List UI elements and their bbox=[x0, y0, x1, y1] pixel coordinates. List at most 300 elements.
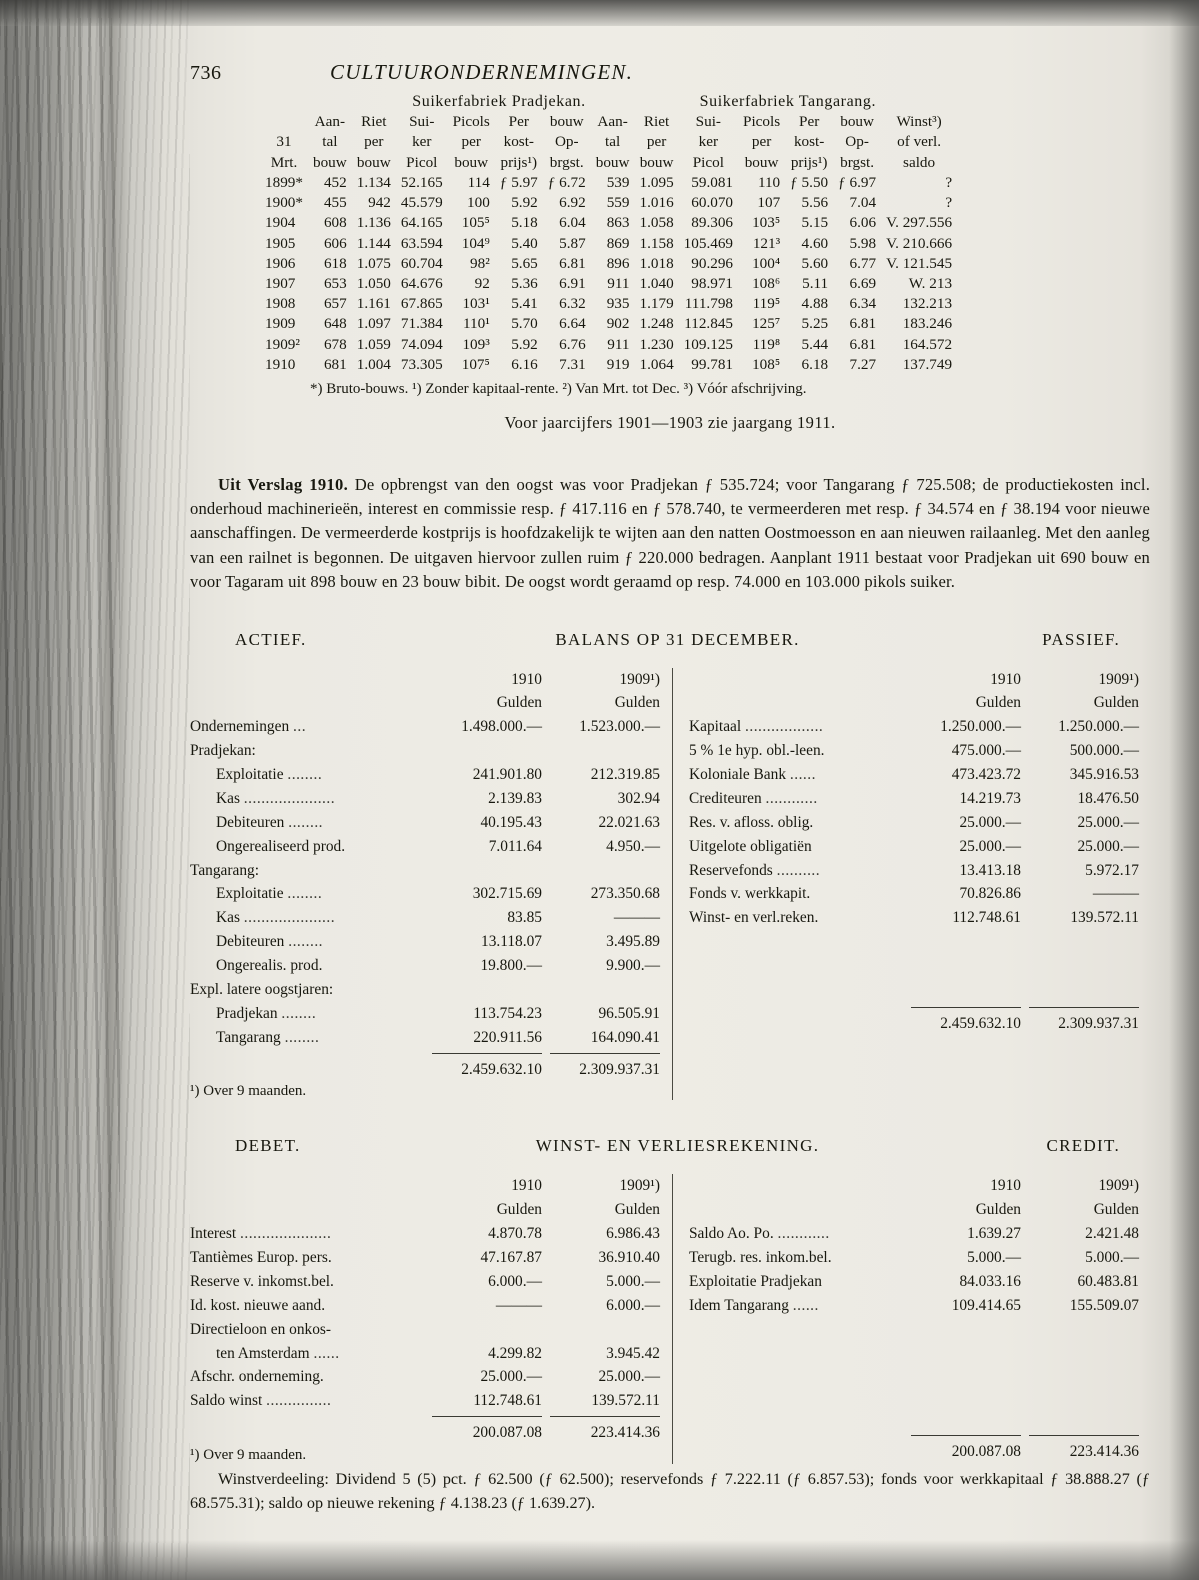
row-value-1909: 5.000.— bbox=[606, 1272, 660, 1290]
cell-p-opbrgst: 6.64 bbox=[559, 315, 586, 333]
table-row bbox=[190, 1270, 660, 1294]
th-p-picols-3: bouw bbox=[454, 153, 489, 171]
table-row bbox=[689, 1270, 1139, 1294]
row-value-1909: ——— bbox=[613, 909, 660, 927]
th-p-riet-3: bouw bbox=[356, 153, 391, 171]
cell-t-aantal: 539 bbox=[606, 173, 630, 191]
table-row bbox=[689, 859, 1139, 883]
th-p-picols-1: Picols bbox=[452, 113, 490, 131]
row-dots: ............ bbox=[777, 1225, 830, 1243]
th-p-picols-2: per bbox=[461, 133, 481, 151]
cell-t-kost: 4.88 bbox=[801, 295, 829, 313]
cell-p-riet: 1.144 bbox=[356, 234, 391, 252]
row-value-1910: 220.911.56 bbox=[473, 1028, 542, 1046]
th-winst-2: of verl. bbox=[897, 133, 941, 151]
table-row bbox=[689, 1294, 1139, 1318]
table-row bbox=[190, 882, 660, 906]
cell-p-aantal: 455 bbox=[323, 194, 347, 212]
cell-p-aantal: 608 bbox=[323, 214, 347, 232]
cell-p-opbrgst: 6.91 bbox=[559, 275, 586, 293]
cell-winst: V. 121.545 bbox=[886, 254, 953, 272]
table-row bbox=[260, 213, 957, 233]
row-label: Crediteuren bbox=[689, 789, 762, 807]
th-p-riet-1: Riet bbox=[361, 113, 387, 131]
table-row bbox=[190, 1246, 660, 1270]
table-row bbox=[689, 787, 1139, 811]
row-dots: ........ bbox=[281, 1004, 317, 1022]
row-value-1910: 13.413.18 bbox=[959, 861, 1021, 879]
balans-passief-column bbox=[672, 668, 1139, 1101]
cell-jaar: 1904 bbox=[265, 214, 296, 232]
cell-winst: V. 210.666 bbox=[886, 234, 953, 252]
cell-p-aantal: 653 bbox=[323, 275, 347, 293]
cell-t-kost: ƒ 5.50 bbox=[790, 173, 829, 191]
th-t-riet-2: per bbox=[646, 133, 667, 151]
cell-p-opbrgst: 6.81 bbox=[559, 254, 586, 272]
row-label: Uitgelote obligatiën bbox=[689, 837, 812, 855]
row-value-1910: 109.414.65 bbox=[951, 1296, 1021, 1314]
table-row bbox=[689, 906, 1139, 930]
row-dots: ..................... bbox=[243, 909, 336, 927]
cell-t-riet: 1.040 bbox=[639, 275, 674, 293]
cell-p-suiker: 64.165 bbox=[400, 214, 443, 232]
row-value-1909: 25.000.— bbox=[1077, 813, 1139, 831]
cell-t-aantal: 559 bbox=[606, 194, 630, 212]
row-dots: .................. bbox=[745, 718, 824, 736]
total-separator-row bbox=[190, 1050, 660, 1058]
spacer-row bbox=[689, 1318, 1139, 1432]
balans-columns bbox=[190, 668, 1150, 1101]
winst-credit-year-1910: 1910 bbox=[990, 1177, 1021, 1195]
cell-p-riet: 1.097 bbox=[356, 315, 391, 333]
cell-p-picols: 109³ bbox=[462, 335, 490, 353]
row-value-1910: 19.800.— bbox=[480, 957, 542, 975]
cell-p-riet: 1.050 bbox=[356, 275, 391, 293]
balans-footnote: ¹) Over 9 maanden. bbox=[190, 1083, 307, 1100]
row-dots: ........ bbox=[288, 813, 324, 831]
row-value-1909: 36.910.40 bbox=[598, 1249, 660, 1267]
cell-p-riet: 1.136 bbox=[356, 214, 391, 232]
row-label: Interest bbox=[190, 1225, 237, 1243]
cell-p-suiker: 60.704 bbox=[400, 254, 443, 272]
cell-t-suiker: 111.798 bbox=[684, 295, 734, 313]
cell-t-picols: 125⁷ bbox=[752, 315, 781, 333]
row-dots: ...... bbox=[789, 766, 816, 784]
row-value-1910: 112.748.61 bbox=[473, 1392, 542, 1410]
cell-t-picols: 119⁸ bbox=[752, 335, 781, 353]
balans-passief-currency-row bbox=[689, 691, 1139, 715]
row-value-1909: 25.000.— bbox=[598, 1368, 660, 1386]
total-separator-row bbox=[689, 1004, 1139, 1012]
row-value-1909 bbox=[542, 1318, 660, 1342]
table-row bbox=[190, 906, 660, 930]
table-row bbox=[190, 978, 660, 1002]
row-value-1909: 139.572.11 bbox=[1070, 909, 1139, 927]
th-winst-1: Winst³) bbox=[896, 113, 942, 131]
cell-jaar: 1899* bbox=[265, 173, 303, 191]
cell-p-aantal: 648 bbox=[323, 315, 347, 333]
cell-t-picols: 110 bbox=[757, 173, 781, 191]
cell-t-kost: 5.60 bbox=[801, 254, 829, 272]
cell-winst: 137.749 bbox=[902, 355, 953, 373]
row-dots: ...... bbox=[792, 1296, 819, 1314]
row-label: Afschr. onderneming. bbox=[190, 1368, 324, 1386]
cell-t-picols: 121³ bbox=[752, 234, 781, 252]
cell-jaar: 1905 bbox=[265, 234, 296, 252]
cell-t-opbrgst: 7.27 bbox=[849, 355, 877, 373]
cell-p-picols: 100 bbox=[467, 194, 490, 212]
cell-winst: ? bbox=[945, 194, 953, 212]
row-value-1909: 25.000.— bbox=[1077, 837, 1139, 855]
balans-passief-heading: PASSIEF. bbox=[1042, 629, 1120, 649]
page-number: 736 bbox=[190, 62, 222, 84]
th-t-opbrgst-2: Op- bbox=[845, 133, 869, 151]
row-value-1910: 112.748.61 bbox=[952, 909, 1021, 927]
page-bottom-shadow bbox=[0, 1540, 1199, 1580]
cell-p-opbrgst: 7.31 bbox=[559, 355, 586, 373]
table-row bbox=[260, 274, 957, 294]
cell-t-riet: 1.016 bbox=[639, 194, 674, 212]
group-header-pradjekan: Suikerfabriek Pradjekan. bbox=[412, 93, 586, 110]
cell-p-suiker: 52.165 bbox=[400, 173, 443, 191]
row-value-1910: 40.195.43 bbox=[480, 813, 542, 831]
th-t-picols-3: bouw bbox=[744, 153, 779, 171]
cell-p-kost: 5.18 bbox=[511, 214, 538, 232]
cell-t-opbrgst: 7.04 bbox=[849, 194, 877, 212]
cell-p-picols: 107⁵ bbox=[461, 355, 490, 373]
balans-actief-gulden-1910: Gulden bbox=[496, 694, 542, 712]
winst-credit-total-row bbox=[689, 1440, 1139, 1464]
cell-t-picols: 108⁶ bbox=[752, 275, 781, 293]
balans-actief-currency-row bbox=[190, 691, 660, 715]
row-value-1909: 345.916.53 bbox=[1069, 766, 1139, 784]
cell-t-picols: 119⁵ bbox=[752, 295, 781, 313]
row-value-1909: 3.945.42 bbox=[606, 1344, 660, 1362]
cell-t-suiker: 98.971 bbox=[691, 275, 734, 293]
cell-t-suiker: 89.306 bbox=[691, 214, 734, 232]
cell-t-riet: 1.230 bbox=[639, 335, 674, 353]
cell-p-kost: 6.16 bbox=[511, 355, 538, 373]
table-row bbox=[689, 763, 1139, 787]
cell-p-opbrgst: 6.92 bbox=[559, 194, 586, 212]
table-row bbox=[260, 335, 957, 355]
cell-p-riet: 1.059 bbox=[356, 335, 391, 353]
actief-total-1910: 2.459.632.10 bbox=[461, 1060, 542, 1078]
cell-p-kost: 5.41 bbox=[511, 295, 538, 313]
table-row bbox=[260, 234, 957, 254]
row-label: Reserve v. inkomst.bel. bbox=[190, 1272, 334, 1290]
th-t-suiker-2: ker bbox=[698, 133, 719, 151]
credit-total-1909: 223.414.36 bbox=[1069, 1442, 1139, 1460]
cell-t-kost: 4.60 bbox=[801, 234, 829, 252]
th-p-kost-2: kost- bbox=[503, 133, 534, 151]
winst-debet-column bbox=[190, 1174, 672, 1464]
balans-passief-total-row bbox=[689, 1012, 1139, 1036]
balans-actief-year-1909: 1909¹) bbox=[619, 670, 660, 688]
cell-p-kost: 5.65 bbox=[511, 254, 538, 272]
th-p-suiker-2: ker bbox=[412, 133, 432, 151]
row-dots: ............ bbox=[765, 789, 818, 807]
balans-passief-year-1910: 1910 bbox=[990, 670, 1021, 688]
cell-winst: 183.246 bbox=[902, 315, 953, 333]
row-dots: ...... bbox=[313, 1344, 340, 1362]
verslag-lead: Uit Verslag 1910. bbox=[218, 475, 349, 495]
row-value-1909: 302.94 bbox=[617, 789, 660, 807]
row-label: Exploitatie Pradjekan bbox=[689, 1272, 822, 1290]
cell-t-riet: 1.179 bbox=[639, 295, 674, 313]
table-row bbox=[190, 1318, 660, 1342]
cell-p-picols: 104⁹ bbox=[461, 234, 490, 252]
cell-t-riet: 1.095 bbox=[639, 173, 674, 191]
credit-total-1910: 200.087.08 bbox=[951, 1442, 1021, 1460]
winst-credit-gulden-1910: Gulden bbox=[975, 1201, 1021, 1219]
spacer-row bbox=[689, 930, 1139, 1004]
th-t-aantal-2: tal bbox=[605, 133, 621, 151]
cell-jaar: 1900* bbox=[265, 194, 303, 212]
row-value-1909: 139.572.11 bbox=[591, 1392, 660, 1410]
cell-t-suiker: 105.469 bbox=[683, 234, 734, 252]
cell-t-riet: 1.018 bbox=[639, 254, 674, 272]
row-dots: ............... bbox=[266, 1392, 332, 1410]
cell-t-suiker: 99.781 bbox=[691, 355, 734, 373]
cell-p-riet: 1.134 bbox=[356, 173, 391, 191]
row-label: Idem Tangarang bbox=[689, 1296, 789, 1314]
balans-actief-total-row bbox=[190, 1058, 660, 1082]
row-label: Expl. latere oogstjaren: bbox=[190, 980, 334, 998]
cell-t-suiker: 90.296 bbox=[691, 254, 734, 272]
cell-t-suiker: 112.845 bbox=[684, 315, 734, 333]
cell-p-picols: 103¹ bbox=[462, 295, 490, 313]
row-value-1910: 1.250.000.— bbox=[940, 718, 1021, 736]
th-t-kost-1: Per bbox=[799, 113, 820, 131]
cell-t-kost: 5.44 bbox=[801, 335, 829, 353]
row-value-1910: 14.219.73 bbox=[959, 789, 1021, 807]
row-value-1909: 1.250.000.— bbox=[1058, 718, 1139, 736]
balans-passief-year-row bbox=[689, 668, 1139, 692]
row-value-1910: 13.118.07 bbox=[481, 933, 542, 951]
row-dots: ........ bbox=[284, 1028, 320, 1046]
th-p-aantal-3: bouw bbox=[312, 153, 347, 171]
balans-actief-table bbox=[190, 668, 660, 1082]
cell-t-aantal: 935 bbox=[606, 295, 630, 313]
winst-credit-year-row bbox=[689, 1174, 1139, 1198]
row-value-1910: 25.000.— bbox=[480, 1368, 542, 1386]
table-row bbox=[190, 835, 660, 859]
row-value-1910: 25.000.— bbox=[959, 837, 1021, 855]
row-label: Winst- en verl.reken. bbox=[689, 909, 819, 927]
row-value-1910: 113.754.23 bbox=[473, 1004, 542, 1022]
cell-p-riet: 1.161 bbox=[356, 295, 391, 313]
cell-p-suiker: 64.676 bbox=[400, 275, 443, 293]
winst-credit-heading: CREDIT. bbox=[1046, 1136, 1120, 1156]
cell-t-opbrgst: 6.34 bbox=[849, 295, 877, 313]
cell-winst: 164.572 bbox=[902, 335, 953, 353]
table-row bbox=[190, 1365, 660, 1389]
row-value-1909: 5.000.— bbox=[1085, 1249, 1139, 1267]
table-row bbox=[689, 811, 1139, 835]
th-p-aantal-2: tal bbox=[322, 133, 338, 151]
row-value-1909: 3.495.89 bbox=[606, 933, 660, 951]
th-t-picols-2: per bbox=[751, 133, 772, 151]
row-value-1910: 83.85 bbox=[507, 909, 542, 927]
row-value-1910: 47.167.87 bbox=[480, 1249, 542, 1267]
cell-t-riet: 1.064 bbox=[639, 355, 674, 373]
balans-center-heading: BALANS OP 31 DECEMBER. bbox=[555, 629, 800, 649]
th-p-suiker-1: Sui- bbox=[409, 113, 435, 131]
cell-p-aantal: 678 bbox=[323, 335, 347, 353]
cell-p-opbrgst: 5.87 bbox=[559, 234, 586, 252]
cell-t-kost: 5.56 bbox=[801, 194, 829, 212]
th-t-opbrgst-1: bouw bbox=[840, 113, 874, 131]
balans-passief-table bbox=[689, 668, 1139, 1037]
th-p-riet-2: per bbox=[364, 133, 384, 151]
th-t-picols-1: Picols bbox=[743, 113, 781, 131]
th-p-opbrgst-1: bouw bbox=[549, 113, 584, 131]
table-row bbox=[190, 1389, 660, 1413]
row-label: Pradjekan bbox=[216, 1004, 278, 1022]
row-value-1909: 5.972.17 bbox=[1085, 861, 1139, 879]
winst-debet-gulden-1910: Gulden bbox=[496, 1201, 542, 1219]
passief-total-1910: 2.459.632.10 bbox=[940, 1015, 1021, 1033]
cell-winst: 132.213 bbox=[902, 295, 953, 313]
row-label: Kapitaal bbox=[689, 718, 742, 736]
winst-debet-year-1909: 1909¹) bbox=[619, 1177, 660, 1195]
cell-t-kost: 5.15 bbox=[801, 214, 829, 232]
cell-t-suiker: 109.125 bbox=[683, 335, 734, 353]
cell-t-riet: 1.248 bbox=[639, 315, 674, 333]
cell-t-picols: 100⁴ bbox=[752, 254, 781, 272]
th-jaar-3: Mrt. bbox=[270, 153, 298, 171]
page-right-shadow bbox=[1169, 0, 1199, 1580]
cell-p-kost: ƒ 5.97 bbox=[499, 173, 538, 191]
th-p-opbrgst-3: brgst. bbox=[549, 153, 584, 171]
row-value-1909: 1.523.000.— bbox=[579, 718, 660, 736]
cell-t-aantal: 919 bbox=[606, 355, 630, 373]
cell-jaar: 1907 bbox=[265, 275, 296, 293]
th-jaar-2: 31 bbox=[276, 133, 292, 151]
winst-credit-year-1909: 1909¹) bbox=[1098, 1177, 1139, 1195]
row-value-1910: 70.826.86 bbox=[959, 885, 1021, 903]
stats-center-note: Voor jaarcijfers 1901—1903 zie jaargang 1911. bbox=[504, 413, 836, 433]
row-value-1909: 164.090.41 bbox=[590, 1028, 660, 1046]
row-dots: .......... bbox=[776, 861, 821, 879]
table-row bbox=[260, 314, 957, 334]
verslag-text: De opbrengst van den oogst was voor Pradjekan ƒ 535.724; voor Tangarang ƒ 725.508; de productiekosten incl. onderhoud machinerieën, interest en commissie resp. ƒ 417.116 en ƒ 578.740, te vermeerderen met resp. ƒ 34.574 en ƒ 38.194 voor nieuwe aanschaffingen. De vermeerderde kostprijs is hoofdzakelijk te wijten aan den natten Oostmoesson en aan nieuwen railaanleg. Met den aanleg van een railnet is begonnen. De uitgaven hiervoor zullen ruim ƒ 220.000 bedragen. Aanplant 1911 bestaat voor Pradjekan uit 690 bouw en voor Tagaram uit 898 bouw en 23 bouw bibit. De oogst wordt geraamd op resp. 74.000 en 103.000 pikols suiker. bbox=[190, 475, 1150, 591]
cell-t-opbrgst: 6.81 bbox=[849, 335, 877, 353]
row-value-1910: 4.870.78 bbox=[488, 1225, 542, 1243]
row-value-1910 bbox=[424, 739, 542, 763]
cell-p-suiker: 74.094 bbox=[400, 335, 443, 353]
balans-actief-heading: ACTIEF. bbox=[235, 629, 307, 649]
table-row bbox=[190, 787, 660, 811]
verslag-paragraph bbox=[190, 473, 1150, 593]
row-label: Id. kost. nieuwe aand. bbox=[190, 1296, 326, 1314]
cell-t-aantal: 911 bbox=[607, 335, 630, 353]
cell-jaar: 1910 bbox=[265, 355, 296, 373]
debet-total-1909: 223.414.36 bbox=[590, 1424, 660, 1442]
table-row bbox=[190, 715, 660, 739]
row-value-1910: 475.000.— bbox=[951, 742, 1021, 760]
winst-heading-row bbox=[190, 1136, 1150, 1156]
th-t-opbrgst-3: brgst. bbox=[840, 153, 875, 171]
th-t-suiker-1: Sui- bbox=[695, 113, 721, 131]
cell-t-aantal: 896 bbox=[606, 254, 630, 272]
th-t-kost-2: kost- bbox=[793, 133, 825, 151]
row-label: Exploitatie bbox=[216, 766, 284, 784]
row-value-1909: 22.021.63 bbox=[598, 813, 660, 831]
row-value-1909 bbox=[542, 859, 660, 883]
statistics-table bbox=[260, 91, 957, 375]
row-value-1909: 273.350.68 bbox=[590, 885, 660, 903]
column-header-row-2 bbox=[260, 132, 957, 152]
row-label: Res. v. afloss. oblig. bbox=[689, 813, 814, 831]
balans-actief-year-row bbox=[190, 668, 660, 692]
row-value-1909: 9.900.— bbox=[606, 957, 660, 975]
row-label: Saldo winst bbox=[190, 1392, 263, 1410]
group-header-tangarang: Suikerfabriek Tangarang. bbox=[699, 93, 877, 110]
row-label: Tangarang bbox=[216, 1028, 281, 1046]
cell-p-kost: 5.70 bbox=[511, 315, 538, 333]
row-value-1909: 212.319.85 bbox=[590, 766, 660, 784]
total-separator-row bbox=[689, 1432, 1139, 1440]
row-dots: ..................... bbox=[240, 1225, 332, 1243]
row-label: Tangarang: bbox=[190, 861, 260, 879]
cell-p-suiker: 63.594 bbox=[400, 234, 443, 252]
row-value-1909: 6.000.— bbox=[606, 1296, 660, 1314]
row-value-1909: 18.476.50 bbox=[1077, 789, 1139, 807]
row-dots: ........ bbox=[288, 933, 324, 951]
table-row bbox=[689, 835, 1139, 859]
th-jaar-1 bbox=[260, 112, 308, 132]
table-row bbox=[260, 173, 957, 193]
table-row bbox=[260, 254, 957, 274]
table-row bbox=[260, 355, 957, 375]
cell-t-opbrgst: 6.81 bbox=[849, 315, 877, 333]
cell-p-riet: 942 bbox=[368, 194, 391, 212]
th-p-kost-1: Per bbox=[508, 113, 529, 131]
th-p-aantal-1: Aan- bbox=[314, 113, 346, 131]
row-label: Reservefonds bbox=[689, 861, 773, 879]
balans-actief-column bbox=[190, 668, 672, 1101]
row-label: Terugb. res. inkom.bel. bbox=[689, 1249, 832, 1267]
cell-t-picols: 103⁵ bbox=[752, 214, 781, 232]
th-p-suiker-3: Picol bbox=[406, 153, 438, 171]
row-value-1910: 241.901.80 bbox=[472, 766, 542, 784]
cell-winst: ? bbox=[945, 173, 953, 191]
passief-total-1909: 2.309.937.31 bbox=[1058, 1015, 1139, 1033]
row-label: Ongerealis. prod. bbox=[216, 957, 323, 975]
winst-debet-total-row bbox=[190, 1421, 660, 1445]
cell-p-aantal: 606 bbox=[323, 234, 347, 252]
row-value-1909: 2.421.48 bbox=[1085, 1225, 1139, 1243]
table-row bbox=[260, 193, 957, 213]
row-value-1910: 1.639.27 bbox=[967, 1225, 1021, 1243]
row-label: ten Amsterdam bbox=[216, 1344, 310, 1362]
row-value-1909: 500.000.— bbox=[1069, 742, 1139, 760]
column-header-row-3 bbox=[260, 153, 957, 173]
row-label: Ondernemingen bbox=[190, 718, 290, 736]
row-value-1909: 6.986.43 bbox=[606, 1225, 660, 1243]
table-row bbox=[689, 882, 1139, 906]
row-dots: ... bbox=[293, 718, 307, 736]
table-row bbox=[190, 763, 660, 787]
cell-p-opbrgst: 6.76 bbox=[559, 335, 586, 353]
cell-jaar: 1909² bbox=[265, 335, 300, 353]
row-value-1910: 5.000.— bbox=[967, 1249, 1021, 1267]
actief-total-1909: 2.309.937.31 bbox=[579, 1060, 660, 1078]
cell-p-opbrgst: 6.32 bbox=[559, 295, 586, 313]
row-value-1909 bbox=[542, 739, 660, 763]
